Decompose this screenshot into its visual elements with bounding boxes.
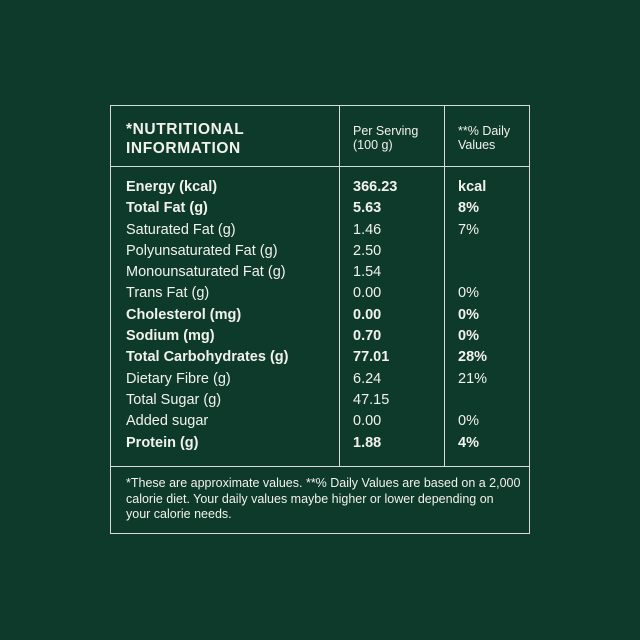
nutrient-amount: 1.88	[353, 434, 382, 451]
table-row	[111, 369, 529, 390]
nutrient-daily-value: 0%	[458, 306, 479, 323]
nutrient-label: Monounsaturated Fat (g)	[126, 264, 286, 281]
daily-values-header: **% Daily Values	[458, 124, 511, 152]
table-row	[111, 411, 529, 432]
nutrient-daily-value: 28%	[458, 349, 488, 366]
nutrient-amount: 1.46	[353, 221, 382, 238]
nutrient-daily-value: 0%	[458, 413, 479, 430]
nutrient-daily-value: 7%	[458, 221, 479, 238]
table-row	[111, 177, 529, 198]
per-serving-header: Per Serving (100 g)	[353, 124, 419, 152]
table-row	[111, 283, 529, 304]
table-row	[111, 390, 529, 411]
table-row	[111, 220, 529, 241]
nutrient-rows	[111, 177, 529, 454]
nutrient-label: Total Sugar (g)	[126, 391, 222, 408]
nutrient-amount: 0.00	[353, 413, 382, 430]
nutrient-amount: 5.63	[353, 200, 382, 217]
nutrient-label: Added sugar	[126, 413, 209, 430]
table-row	[111, 262, 529, 283]
table-row	[111, 305, 529, 326]
table-row	[111, 198, 529, 219]
nutrient-amount: 2.50	[353, 242, 382, 259]
nutrient-label: Polyunsaturated Fat (g)	[126, 242, 278, 259]
nutrient-label: Protein (g)	[126, 434, 199, 451]
nutrient-daily-value: 0%	[458, 285, 479, 302]
nutrient-label: Total Fat (g)	[126, 200, 208, 217]
table-row	[111, 241, 529, 262]
nutrient-label: Trans Fat (g)	[126, 285, 210, 302]
nutrient-label: Saturated Fat (g)	[126, 221, 236, 238]
nutrient-label: Cholesterol (mg)	[126, 306, 242, 323]
table-row	[111, 326, 529, 347]
nutrient-daily-value: kcal	[458, 179, 487, 195]
footnote-divider	[111, 466, 529, 467]
nutrient-amount: 6.24	[353, 370, 382, 387]
table-row	[111, 433, 529, 454]
nutrient-amount: 47.15	[353, 391, 390, 408]
nutrient-label: Energy (kcal)	[126, 179, 218, 195]
nutrient-label: Sodium (mg)	[126, 328, 215, 345]
nutrient-amount: 0.00	[353, 306, 382, 323]
panel-title: *NUTRITIONAL INFORMATION	[126, 121, 244, 157]
nutrient-label: Dietary Fibre (g)	[126, 370, 231, 387]
nutrient-daily-value: 8%	[458, 200, 479, 217]
table-row	[111, 347, 529, 368]
nutrient-label: Total Carbohydrates (g)	[126, 349, 289, 366]
nutrient-amount: 0.00	[353, 285, 382, 302]
nutrient-amount: 0.70	[353, 328, 382, 345]
footnote: *These are approximate values. **% Daily Values are based on a 2,000 calorie diet. Your daily values maybe higher or lower depending on your calorie needs.	[126, 476, 521, 521]
nutrient-amount: 1.54	[353, 264, 382, 281]
nutrient-amount: 366.23	[353, 179, 398, 195]
nutrient-daily-value: 4%	[458, 434, 479, 451]
nutrition-facts-panel	[110, 105, 530, 534]
nutrient-daily-value: 0%	[458, 328, 479, 345]
nutrient-daily-value: 21%	[458, 370, 488, 387]
header-divider	[111, 166, 529, 167]
nutrient-amount: 77.01	[353, 349, 390, 366]
